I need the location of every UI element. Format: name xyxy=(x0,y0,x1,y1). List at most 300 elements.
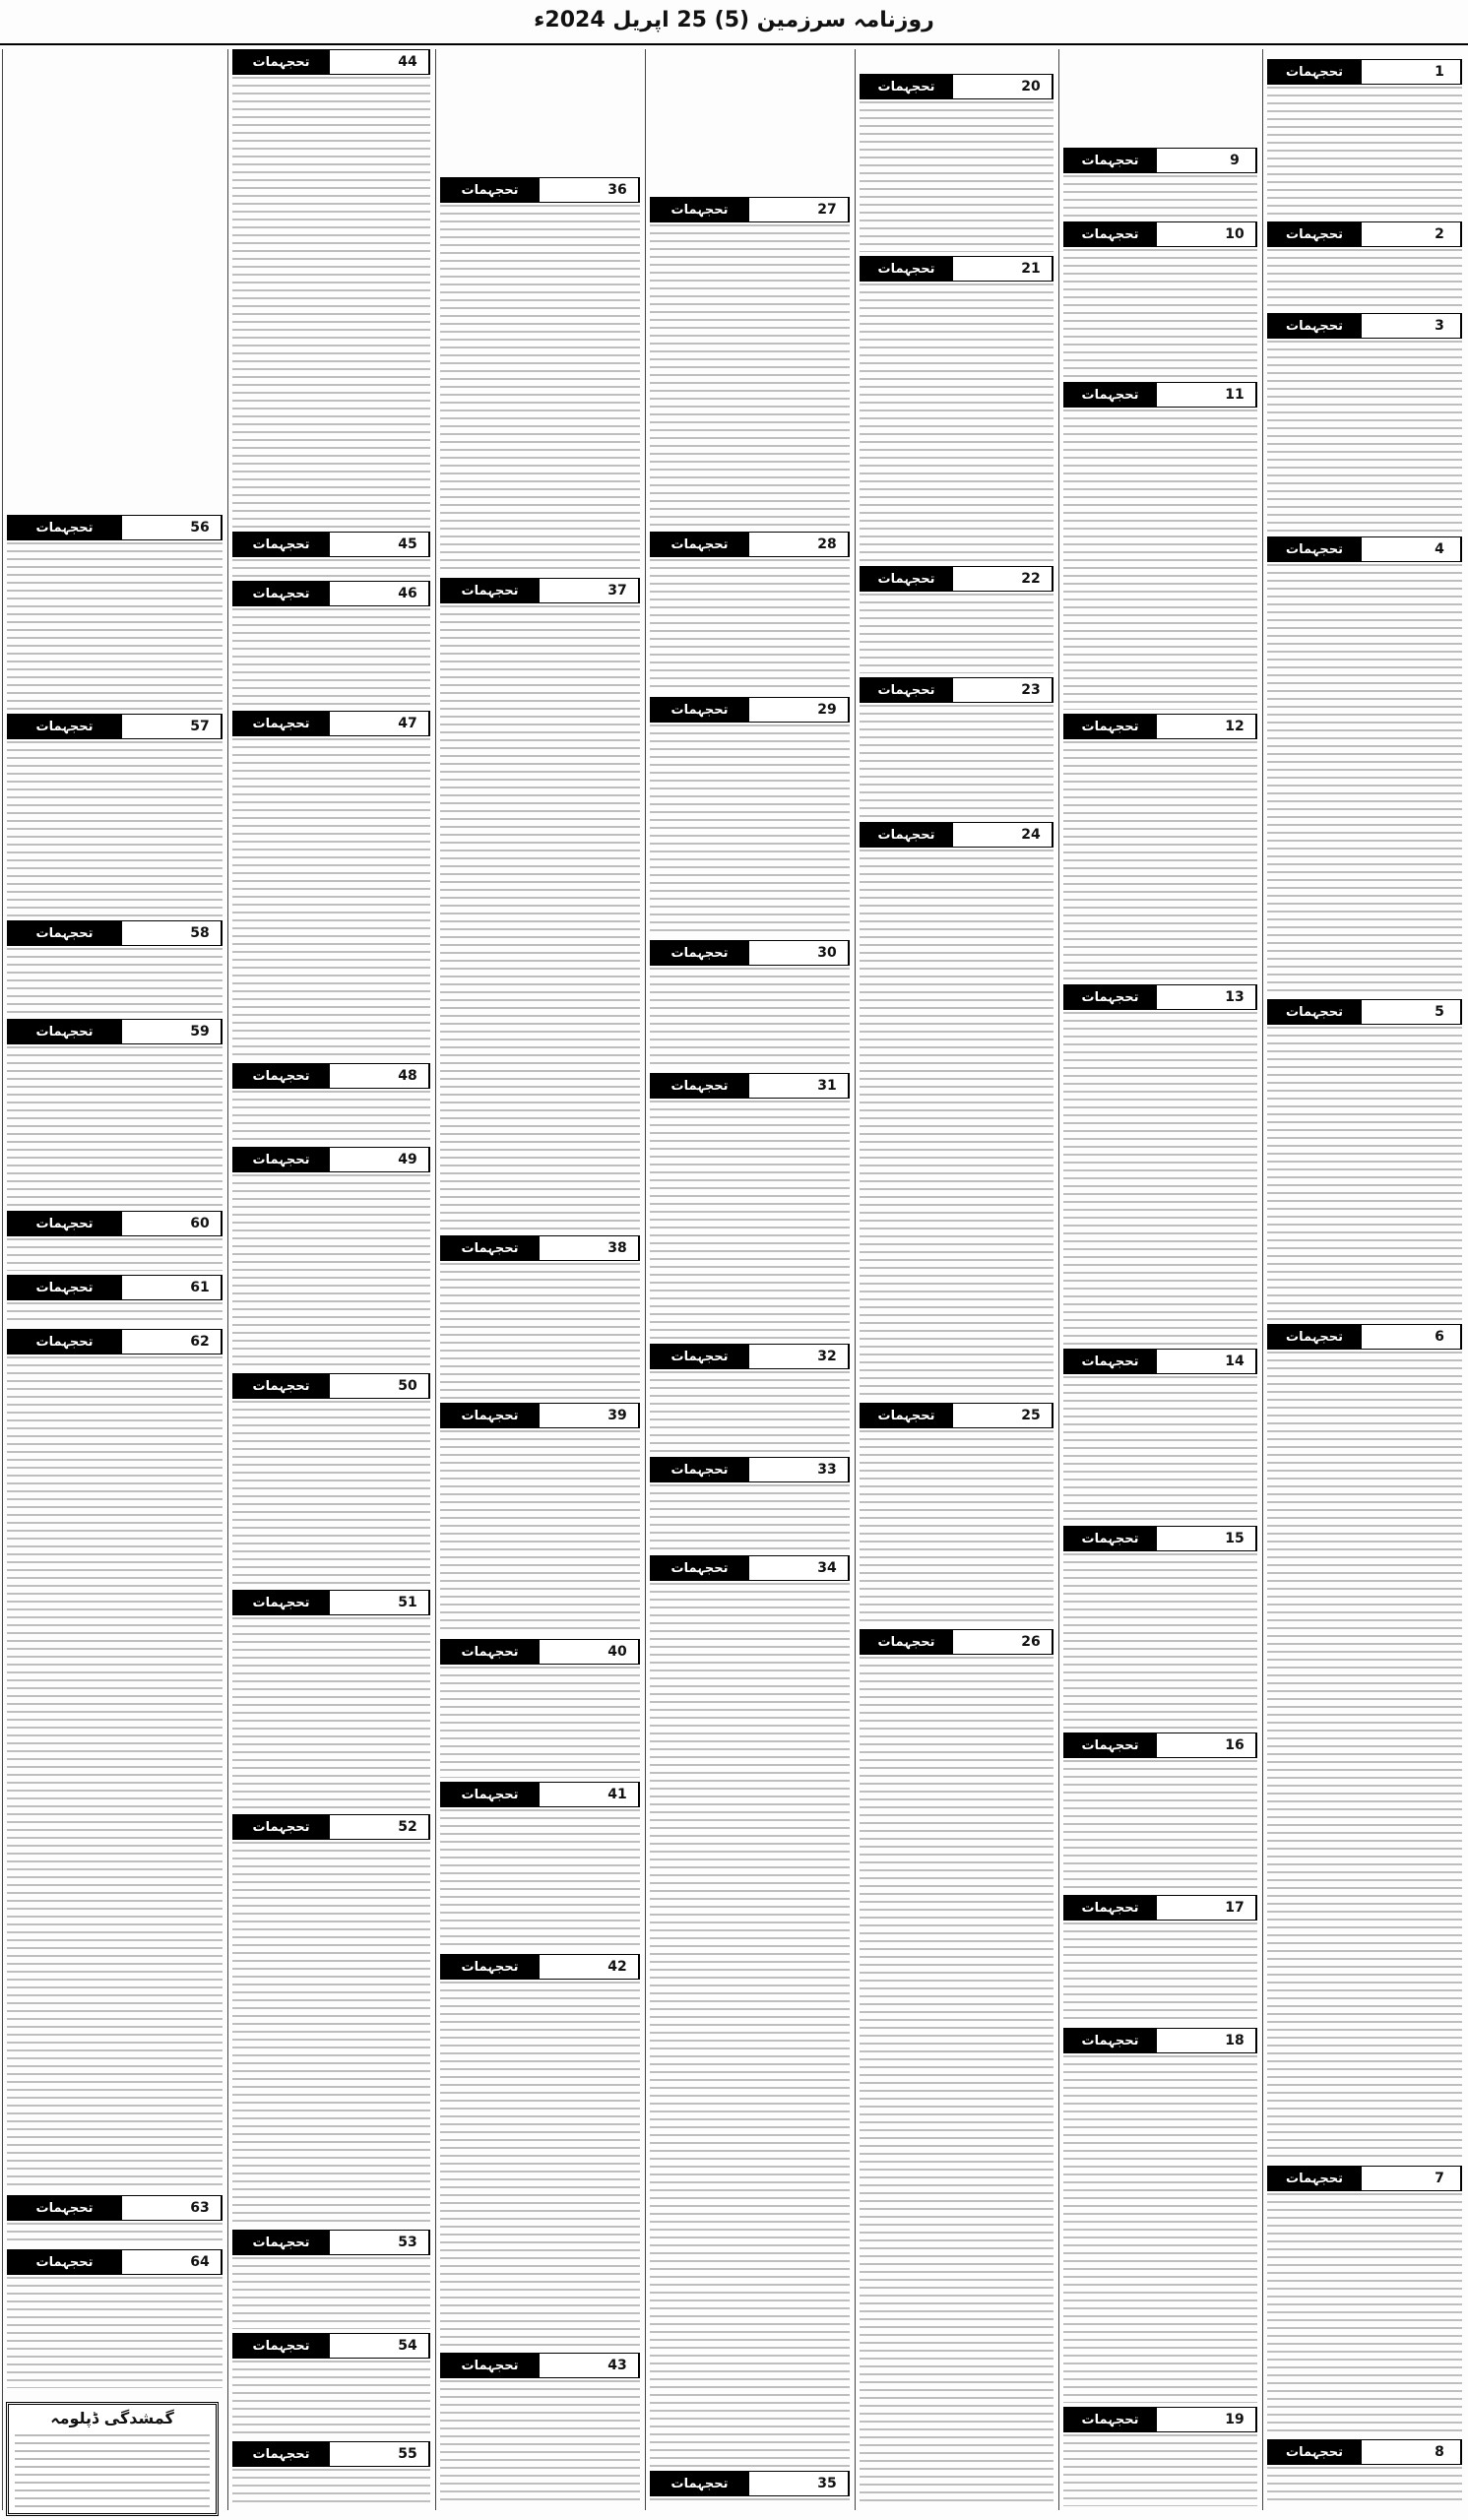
item-section-label: تحجہمات xyxy=(8,1330,121,1354)
news-item xyxy=(650,1457,850,1551)
item-body-text xyxy=(1267,1352,1462,2162)
item-number: 42 xyxy=(597,1955,639,1979)
item-number: 14 xyxy=(1214,1350,1256,1373)
item-section-label: تحجہمات xyxy=(1064,1896,1156,1920)
item-section-label: تحجہمات xyxy=(861,1404,952,1427)
item-tag xyxy=(329,1064,387,1088)
item-body-text xyxy=(650,1484,850,1551)
item-tag xyxy=(121,1276,179,1299)
item-body-text xyxy=(860,705,1053,818)
item-body-text xyxy=(1063,2055,1257,2403)
item-number: 51 xyxy=(387,1591,429,1614)
news-item xyxy=(232,2230,430,2329)
item-header xyxy=(650,2471,850,2496)
item-tag xyxy=(539,1404,597,1427)
news-item xyxy=(7,515,223,710)
news-item xyxy=(440,1782,640,1950)
item-body-text xyxy=(650,968,850,1069)
item-header xyxy=(440,578,640,603)
news-item xyxy=(7,1211,223,1271)
news-item xyxy=(440,1639,640,1778)
news-item xyxy=(1063,1732,1257,1891)
item-section-label: تحجہمات xyxy=(1064,2029,1156,2052)
item-section-label: تحجہمات xyxy=(651,198,748,221)
item-tag xyxy=(952,1630,1010,1654)
item-section-label: تحجہمات xyxy=(8,2196,121,2220)
item-header xyxy=(650,1073,850,1099)
item-number: 56 xyxy=(179,516,222,539)
item-header xyxy=(1063,148,1257,173)
item-header xyxy=(860,1403,1053,1428)
item-tag xyxy=(1156,1733,1214,1757)
item-number: 6 xyxy=(1419,1325,1461,1349)
item-section-label: تحجہمات xyxy=(651,1458,748,1481)
item-number: 44 xyxy=(387,50,429,74)
item-tag xyxy=(1156,383,1214,407)
item-body-text xyxy=(7,1046,223,1207)
item-number: 50 xyxy=(387,1374,429,1398)
item-section-label: تحجہمات xyxy=(233,1148,329,1171)
item-tag xyxy=(748,698,806,722)
item-body-text xyxy=(860,101,1053,252)
news-item xyxy=(440,578,640,1231)
item-number: 9 xyxy=(1214,149,1256,172)
item-section-label: تحجہمات xyxy=(861,257,952,281)
item-header xyxy=(440,1782,640,1807)
item-section-label: تحجہمات xyxy=(651,2472,748,2495)
item-tag xyxy=(1361,1325,1419,1349)
item-section-label: تحجہمات xyxy=(1064,715,1156,738)
item-header xyxy=(440,1403,640,1428)
item-header xyxy=(440,1954,640,1980)
item-body-text xyxy=(1063,249,1257,378)
news-item xyxy=(440,2353,640,2506)
news-item xyxy=(860,1629,1053,2506)
item-body-text xyxy=(1063,2434,1257,2506)
item-section-label: تحجہمات xyxy=(1268,2440,1361,2464)
item-header xyxy=(7,1211,223,1236)
item-number: 57 xyxy=(179,715,222,738)
item-body-text xyxy=(650,724,850,936)
item-tag xyxy=(1361,537,1419,561)
item-number: 62 xyxy=(179,1330,222,1354)
item-section-label: تحجہمات xyxy=(861,567,952,591)
item-section-label: تحجہمات xyxy=(441,1783,539,1806)
item-body-text xyxy=(440,1263,640,1399)
item-section-label: تحجہمات xyxy=(1064,1733,1156,1757)
news-item xyxy=(860,677,1053,818)
news-item xyxy=(650,1344,850,1453)
news-item xyxy=(1267,221,1462,309)
item-tag xyxy=(748,941,806,965)
item-section-label: تحجہمات xyxy=(233,2442,329,2466)
news-item xyxy=(650,1073,850,1340)
item-tag xyxy=(539,178,597,202)
lost-diploma-notice xyxy=(6,2402,219,2516)
item-header xyxy=(7,920,223,946)
item-tag xyxy=(539,1955,597,1979)
notice-body xyxy=(15,2434,210,2507)
item-tag xyxy=(539,1783,597,1806)
item-tag xyxy=(1156,149,1214,172)
item-number: 39 xyxy=(597,1404,639,1427)
item-number: 49 xyxy=(387,1148,429,1171)
news-item xyxy=(232,2441,430,2506)
item-tag xyxy=(539,579,597,602)
item-body-text xyxy=(440,1809,640,1950)
item-body-text xyxy=(1063,741,1257,980)
item-number: 2 xyxy=(1419,222,1461,246)
item-tag xyxy=(121,921,179,945)
item-header xyxy=(7,1275,223,1300)
item-tag xyxy=(121,715,179,738)
item-section-label: تحجہمات xyxy=(1064,222,1156,246)
item-body-text xyxy=(232,2257,430,2329)
item-tag xyxy=(952,567,1010,591)
item-body-text xyxy=(7,1302,223,1325)
item-section-label: تحجہمات xyxy=(233,1815,329,1839)
item-tag xyxy=(748,198,806,221)
item-body-text xyxy=(7,2277,223,2388)
item-section-label: تحجہمات xyxy=(1064,2408,1156,2431)
item-section-label: تحجہمات xyxy=(233,2334,329,2358)
news-item xyxy=(7,1019,223,1207)
news-item xyxy=(440,177,640,574)
item-number: 27 xyxy=(806,198,849,221)
item-section-label: تحجہمات xyxy=(1268,537,1361,561)
item-number: 25 xyxy=(1010,1404,1053,1427)
item-section-label: تحجہمات xyxy=(233,533,329,556)
news-item xyxy=(650,940,850,1069)
item-tag xyxy=(121,1212,179,1235)
item-tag xyxy=(121,2196,179,2220)
news-item xyxy=(1267,2439,1462,2506)
item-header xyxy=(860,677,1053,703)
item-section-label: تحجہمات xyxy=(1268,314,1361,338)
news-item xyxy=(650,1555,850,2467)
item-body-text xyxy=(1063,1922,1257,2024)
item-body-text xyxy=(440,1982,640,2349)
item-body-text xyxy=(232,2469,430,2506)
item-body-text xyxy=(860,594,1053,673)
item-header xyxy=(650,1344,850,1369)
news-item xyxy=(1063,1349,1257,1522)
news-item xyxy=(860,74,1053,252)
item-body-text xyxy=(860,850,1053,1399)
item-section-label: تحجہمات xyxy=(441,2354,539,2377)
item-section-label: تحجہمات xyxy=(1064,149,1156,172)
item-section-label: تحجہمات xyxy=(651,533,748,556)
item-section-label: تحجہمات xyxy=(441,178,539,202)
item-tag xyxy=(748,533,806,556)
item-number: 59 xyxy=(179,1020,222,1043)
item-body-text xyxy=(7,1238,223,1271)
item-section-label: تحجہمات xyxy=(861,678,952,702)
item-number: 54 xyxy=(387,2334,429,2358)
news-item xyxy=(860,1403,1053,1625)
item-header xyxy=(232,49,430,75)
item-tag xyxy=(329,50,387,74)
item-section-label: تحجہمات xyxy=(651,1556,748,1580)
item-header xyxy=(440,1639,640,1665)
item-number: 31 xyxy=(806,1074,849,1098)
news-item xyxy=(232,1590,430,1810)
item-tag xyxy=(1361,222,1419,246)
item-header xyxy=(7,515,223,540)
item-header xyxy=(1267,313,1462,339)
item-header xyxy=(1267,2439,1462,2465)
news-item xyxy=(232,532,430,577)
item-tag xyxy=(748,1074,806,1098)
news-item xyxy=(232,1063,430,1143)
item-number: 47 xyxy=(387,712,429,735)
column-1 xyxy=(1262,49,1466,2510)
item-tag xyxy=(1361,2167,1419,2190)
news-item xyxy=(1063,984,1257,1345)
item-header xyxy=(860,822,1053,848)
item-tag xyxy=(539,2354,597,2377)
column-4 xyxy=(645,49,854,2510)
item-tag xyxy=(329,2334,387,2358)
news-item xyxy=(1063,221,1257,378)
item-tag xyxy=(121,516,179,539)
item-tag xyxy=(329,1591,387,1614)
item-number: 23 xyxy=(1010,678,1053,702)
item-tag xyxy=(748,2472,806,2495)
item-section-label: تحجہمات xyxy=(1064,1350,1156,1373)
item-body-text xyxy=(1267,2467,1462,2506)
item-header xyxy=(1267,1324,1462,1350)
item-header xyxy=(232,1814,430,1840)
item-section-label: تحجہمات xyxy=(1268,1325,1361,1349)
item-tag xyxy=(748,1458,806,1481)
item-number: 19 xyxy=(1214,2408,1256,2431)
item-body-text xyxy=(232,1617,430,1810)
item-body-text xyxy=(650,1371,850,1453)
item-header xyxy=(650,1555,850,1581)
item-body-text xyxy=(1267,87,1462,218)
item-body-text xyxy=(7,542,223,710)
item-header xyxy=(7,2249,223,2275)
item-header xyxy=(860,1629,1053,1655)
item-number: 36 xyxy=(597,178,639,202)
item-section-label: تحجہمات xyxy=(8,1276,121,1299)
item-number: 3 xyxy=(1419,314,1461,338)
item-section-label: تحجہمات xyxy=(233,1591,329,1614)
item-section-label: تحجہمات xyxy=(651,941,748,965)
item-header xyxy=(650,532,850,557)
item-tag xyxy=(1156,2029,1214,2052)
item-header xyxy=(1267,536,1462,562)
item-header xyxy=(860,256,1053,282)
item-body-text xyxy=(650,224,850,528)
item-number: 13 xyxy=(1214,985,1256,1009)
item-number: 32 xyxy=(806,1345,849,1368)
item-tag xyxy=(952,257,1010,281)
item-header xyxy=(1063,714,1257,739)
news-item xyxy=(232,49,430,528)
news-item xyxy=(7,2195,223,2245)
news-item xyxy=(860,822,1053,1399)
item-header xyxy=(1063,2407,1257,2432)
item-header xyxy=(650,940,850,966)
news-item xyxy=(1267,59,1462,218)
item-header xyxy=(232,711,430,736)
item-number: 17 xyxy=(1214,1896,1256,1920)
item-tag xyxy=(121,2250,179,2274)
item-header xyxy=(1267,221,1462,247)
item-body-text xyxy=(7,948,223,1015)
item-header xyxy=(7,1329,223,1354)
item-number: 8 xyxy=(1419,2440,1461,2464)
item-tag xyxy=(1156,1896,1214,1920)
item-section-label: تحجہمات xyxy=(651,698,748,722)
item-tag xyxy=(748,1345,806,1368)
news-item xyxy=(232,1814,430,2226)
item-tag xyxy=(1156,222,1214,246)
item-number: 53 xyxy=(387,2231,429,2254)
item-number: 46 xyxy=(387,582,429,605)
item-number: 40 xyxy=(597,1640,639,1664)
news-item xyxy=(7,714,223,916)
item-header xyxy=(7,2195,223,2221)
item-body-text xyxy=(232,1842,430,2226)
item-body-text xyxy=(1063,1012,1257,1345)
item-header xyxy=(1063,1349,1257,1374)
item-body-text xyxy=(650,2498,850,2506)
item-body-text xyxy=(1063,1553,1257,1729)
item-section-label: تحجہمات xyxy=(1064,383,1156,407)
item-section-label: تحجہمات xyxy=(8,516,121,539)
item-number: 18 xyxy=(1214,2029,1256,2052)
item-number: 41 xyxy=(597,1783,639,1806)
news-item xyxy=(1267,313,1462,533)
item-section-label: تحجہمات xyxy=(861,75,952,98)
item-tag xyxy=(329,1148,387,1171)
item-header xyxy=(1267,2166,1462,2191)
column-2 xyxy=(1058,49,1261,2510)
item-body-text xyxy=(1063,1376,1257,1522)
news-item xyxy=(860,566,1053,673)
item-number: 21 xyxy=(1010,257,1053,281)
item-header xyxy=(7,714,223,739)
news-item xyxy=(232,1147,430,1369)
item-tag xyxy=(1156,1527,1214,1550)
item-number: 10 xyxy=(1214,222,1256,246)
item-body-text xyxy=(440,2380,640,2506)
item-header xyxy=(1063,984,1257,1010)
item-number: 1 xyxy=(1419,60,1461,84)
news-item xyxy=(1063,148,1257,218)
item-tag xyxy=(539,1640,597,1664)
item-tag xyxy=(1361,314,1419,338)
item-body-text xyxy=(1063,175,1257,218)
item-header xyxy=(860,566,1053,592)
item-number: 16 xyxy=(1214,1733,1256,1757)
news-item xyxy=(1063,382,1257,710)
item-header xyxy=(1063,1732,1257,1758)
news-item xyxy=(1267,536,1462,995)
item-section-label: تحجہمات xyxy=(8,921,121,945)
item-section-label: تحجہمات xyxy=(441,1955,539,1979)
item-body-text xyxy=(1267,341,1462,533)
item-section-label: تحجہمات xyxy=(1268,222,1361,246)
item-number: 37 xyxy=(597,579,639,602)
item-section-label: تحجہمات xyxy=(8,1020,121,1043)
news-item xyxy=(650,197,850,528)
item-tag xyxy=(1361,2440,1419,2464)
item-header xyxy=(232,532,430,557)
item-tag xyxy=(952,75,1010,98)
item-body-text xyxy=(232,608,430,707)
item-tag xyxy=(1156,2408,1214,2431)
item-header xyxy=(440,177,640,203)
news-item xyxy=(7,2249,223,2388)
item-section-label: تحجہمات xyxy=(441,1236,539,1260)
news-item xyxy=(1267,2166,1462,2435)
item-body-text xyxy=(440,605,640,1231)
item-section-label: تحجہمات xyxy=(233,1374,329,1398)
item-tag xyxy=(329,712,387,735)
item-section-label: تحجہمات xyxy=(233,712,329,735)
page-title: روزنامہ سرزمین (5) 25 اپریل 2024ء xyxy=(534,8,934,32)
item-section-label: تحجہمات xyxy=(233,2231,329,2254)
item-tag xyxy=(952,1404,1010,1427)
news-item xyxy=(860,256,1053,562)
item-header xyxy=(650,1457,850,1482)
item-body-text xyxy=(1267,2193,1462,2435)
item-header xyxy=(440,1235,640,1261)
item-body-text xyxy=(232,1174,430,1369)
item-number: 38 xyxy=(597,1236,639,1260)
news-item xyxy=(650,697,850,936)
item-number: 63 xyxy=(179,2196,222,2220)
news-item xyxy=(232,581,430,707)
item-tag xyxy=(1361,60,1419,84)
item-number: 7 xyxy=(1419,2167,1461,2190)
item-tag xyxy=(329,582,387,605)
item-tag xyxy=(329,2442,387,2466)
item-number: 52 xyxy=(387,1815,429,1839)
item-header xyxy=(650,197,850,222)
item-number: 35 xyxy=(806,2472,849,2495)
item-number: 11 xyxy=(1214,383,1256,407)
news-item xyxy=(440,1954,640,2349)
column-6 xyxy=(227,49,434,2510)
item-header xyxy=(232,2333,430,2359)
item-body-text xyxy=(650,1583,850,2467)
news-item xyxy=(1267,1324,1462,2162)
item-tag xyxy=(952,678,1010,702)
item-section-label: تحجہمات xyxy=(1268,1000,1361,1024)
item-tag xyxy=(1361,1000,1419,1024)
item-number: 33 xyxy=(806,1458,849,1481)
item-body-text xyxy=(1267,1027,1462,1320)
column-3 xyxy=(855,49,1057,2510)
item-tag xyxy=(952,823,1010,847)
item-section-label: تحجہمات xyxy=(1064,1527,1156,1550)
item-body-text xyxy=(232,738,430,1059)
item-header xyxy=(650,697,850,723)
news-item xyxy=(232,1373,430,1586)
item-body-text xyxy=(1063,410,1257,710)
item-header xyxy=(1267,59,1462,85)
item-number: 34 xyxy=(806,1556,849,1580)
item-section-label: تحجہمات xyxy=(651,1345,748,1368)
item-tag xyxy=(329,533,387,556)
news-item xyxy=(7,1275,223,1325)
item-number: 45 xyxy=(387,533,429,556)
